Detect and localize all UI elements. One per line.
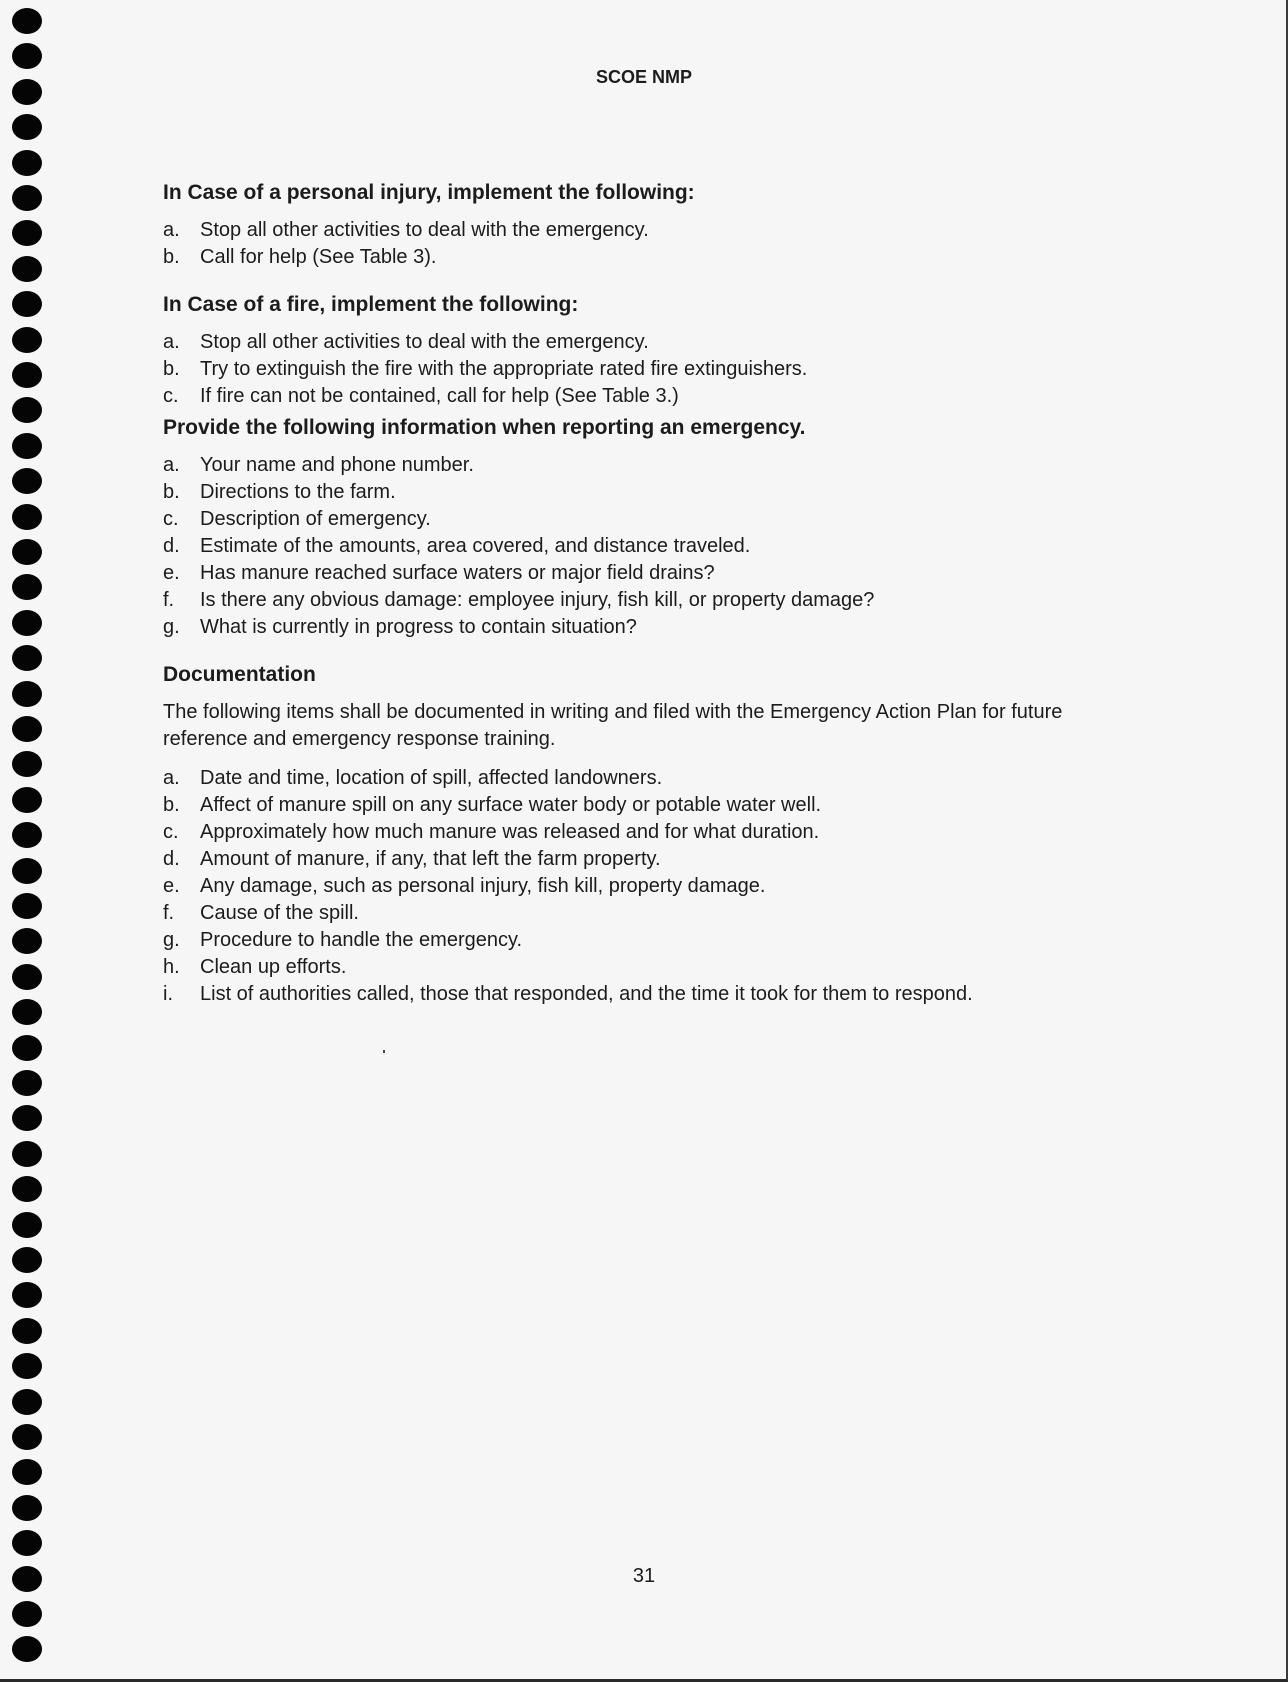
documentation-section [163, 663, 1143, 1008]
list-marker: c. [163, 821, 179, 843]
spiral-binding-holes [0, 0, 52, 1682]
list-item-text: Stop all other activities to deal with the emergency. [200, 219, 649, 241]
section-title: Documentation [163, 663, 316, 686]
binding-hole [12, 504, 42, 530]
list-item-text: What is currently in progress to contain situation? [200, 616, 637, 638]
binding-hole [12, 150, 42, 176]
list-item [163, 981, 1143, 1008]
binding-hole [12, 787, 42, 813]
binding-hole [12, 1141, 42, 1167]
list-marker: d. [163, 535, 180, 557]
list-marker: a. [163, 219, 180, 241]
list-item [163, 765, 1143, 792]
binding-hole [12, 574, 42, 600]
binding-hole [12, 1495, 42, 1521]
binding-hole [12, 433, 42, 459]
binding-hole [12, 256, 42, 282]
list-item-text: Your name and phone number. [200, 454, 474, 476]
list-marker: c. [163, 508, 179, 530]
list-item [163, 383, 1143, 410]
list-item-text: Try to extinguish the fire with the appropriate rated fire extinguishers. [200, 358, 808, 380]
list-item-text: If fire can not be contained, call for help (See Table 3.) [200, 385, 679, 407]
list-marker: g. [163, 616, 180, 638]
binding-hole [12, 397, 42, 423]
page-header: SCOE NMP [595, 67, 692, 87]
binding-hole [12, 327, 42, 353]
binding-hole [12, 114, 42, 140]
list-marker: b. [163, 358, 180, 380]
binding-hole [12, 681, 42, 707]
list-item-text: Affect of manure spill on any surface water body or potable water well. [200, 794, 822, 816]
binding-hole [12, 539, 42, 565]
list-item-text: Any damage, such as personal injury, fish kill, property damage. [200, 875, 766, 897]
binding-hole [12, 893, 42, 919]
binding-hole [12, 645, 42, 671]
list-marker: i. [163, 983, 173, 1005]
list-item-text: Description of emergency. [200, 508, 431, 530]
binding-hole [12, 822, 42, 848]
list-item [163, 819, 1143, 846]
list-item-text: Has manure reached surface waters or major field drains? [200, 562, 715, 584]
page-number: 31 [632, 1565, 656, 1587]
binding-hole [12, 1247, 42, 1273]
binding-hole [12, 1070, 42, 1096]
list-item [163, 506, 1143, 533]
list-item-text: Procedure to handle the emergency. [200, 929, 523, 951]
list-item [163, 560, 1143, 587]
documentation-paragraph: The following items shall be documented in writing and filed with the Emergency Action Plan for future reference and emergency response training. [163, 701, 1063, 750]
binding-hole [12, 964, 42, 990]
list-item [163, 452, 1143, 479]
list-item [163, 217, 1143, 244]
binding-hole [12, 8, 42, 34]
list-item-text: Date and time, location of spill, affected landowners. [200, 767, 663, 789]
list-item-text: Stop all other activities to deal with the emergency. [200, 331, 649, 353]
reporting-section [163, 416, 1143, 641]
list-marker: b. [163, 246, 180, 268]
binding-hole [12, 1530, 42, 1556]
list-item-text: Call for help (See Table 3). [200, 246, 437, 268]
list-marker: d. [163, 848, 180, 870]
binding-hole [12, 1601, 42, 1627]
list-item [163, 954, 1143, 981]
list-item [163, 356, 1143, 383]
documentation-list [163, 765, 1143, 1008]
list-marker: h. [163, 956, 180, 978]
page-content [163, 181, 1143, 1008]
list-marker: a. [163, 454, 180, 476]
list-item-text: Amount of manure, if any, that left the farm property. [200, 848, 661, 870]
list-item [163, 873, 1143, 900]
binding-hole [12, 291, 42, 317]
list-marker: c. [163, 385, 179, 407]
binding-hole [12, 185, 42, 211]
list-item-text: Estimate of the amounts, area covered, and distance traveled. [200, 535, 751, 557]
list-item-text: Directions to the farm. [200, 481, 396, 503]
list-item-text: List of authorities called, those that responded, and the time it took for them to respond. [200, 983, 973, 1005]
fire-section [163, 293, 1143, 410]
binding-hole [12, 1212, 42, 1238]
binding-hole [12, 858, 42, 884]
binding-hole [12, 928, 42, 954]
binding-hole [12, 1176, 42, 1202]
list-marker: e. [163, 875, 180, 897]
list-marker: e. [163, 562, 180, 584]
list-marker: g. [163, 929, 180, 951]
binding-hole [12, 1282, 42, 1308]
list-item-text: Cause of the spill. [200, 902, 359, 924]
scan-speck [383, 1050, 385, 1053]
list-marker: a. [163, 767, 180, 789]
list-item-text: Clean up efforts. [200, 956, 347, 978]
list-item [163, 329, 1143, 356]
section-title: In Case of a fire, implement the following: [163, 293, 579, 316]
list-item [163, 900, 1143, 927]
list-item [163, 587, 1143, 614]
binding-hole [12, 362, 42, 388]
binding-hole [12, 43, 42, 69]
binding-hole [12, 751, 42, 777]
binding-hole [12, 1389, 42, 1415]
binding-hole [12, 1459, 42, 1485]
fire-list [163, 329, 1143, 410]
binding-hole [12, 1318, 42, 1344]
binding-hole [12, 716, 42, 742]
list-item [163, 479, 1143, 506]
list-item [163, 533, 1143, 560]
personal-injury-section [163, 181, 1143, 271]
section-title: Provide the following information when reporting an emergency. [163, 416, 806, 439]
list-item-text: Is there any obvious damage: employee injury, fish kill, or property damage? [200, 589, 875, 611]
list-marker: b. [163, 794, 180, 816]
list-marker: a. [163, 331, 180, 353]
binding-hole [12, 1105, 42, 1131]
list-item [163, 614, 1143, 641]
section-title: In Case of a personal injury, implement the following: [163, 181, 695, 204]
binding-hole [12, 1353, 42, 1379]
reporting-list [163, 452, 1143, 641]
personal-injury-list [163, 217, 1143, 271]
binding-hole [12, 1035, 42, 1061]
list-marker: f. [163, 589, 175, 611]
list-item-text: Approximately how much manure was released and for what duration. [200, 821, 820, 843]
list-item [163, 846, 1143, 873]
list-item [163, 927, 1143, 954]
binding-hole [12, 1636, 42, 1662]
binding-hole [12, 220, 42, 246]
binding-hole [12, 1424, 42, 1450]
list-marker: b. [163, 481, 180, 503]
list-marker: f. [163, 902, 175, 924]
binding-hole [12, 999, 42, 1025]
binding-hole [12, 468, 42, 494]
list-item [163, 244, 1143, 271]
binding-hole [12, 610, 42, 636]
list-item [163, 792, 1143, 819]
